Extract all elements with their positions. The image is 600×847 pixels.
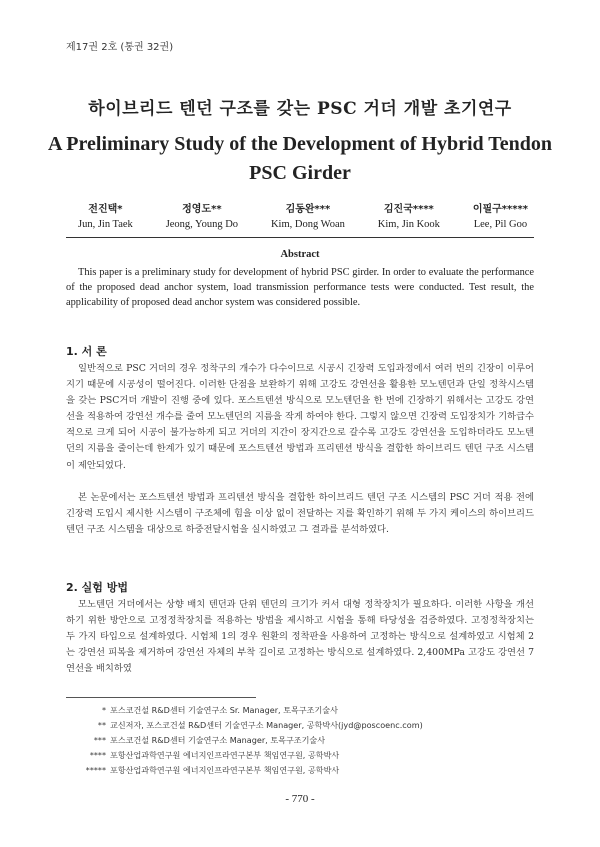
footnote: * 포스코건설 R&D센터 기술연구소 Sr. Manager, 토목구조기술사: [101, 705, 338, 715]
footnote-divider: [66, 697, 256, 698]
author-name-english: Jun, Jin Taek: [78, 219, 133, 230]
author-name-english: Kim, Dong Woan: [270, 219, 345, 230]
author: [78, 200, 133, 230]
footnote: ** 교신저자, 포스코건설 R&D센터 기술연구소 Manager, 공학박사(jyd@poscoenc.com): [97, 720, 423, 730]
author-name-korean: 정영도**: [182, 204, 222, 215]
title-english: A Preliminary Study of the Development of Hybrid Tendon PSC Girder: [47, 133, 553, 184]
header-divider: [66, 237, 534, 238]
section-2-paragraph-1: 모노텐던 거더에서는 상향 배치 텐던과 단위 텐던의 크기가 커서 대형 정착장치가 필요하다. 이러한 사항을 개선하기 위한 방안으로 고정정착장치를 적용하는 방법을 제시하고 시험을 통해 타당성을 검증하였다. 고정정착장치는 두 가지 타입으로 설계하였다. 시험체 1의 경우 원환의 정착판을 사용하여 고정하는 방식으로 설계하였고 시험체 2는 강연선 피복을 제거하여 강연선 자체의 부착 길이로 고정하는 방식으로 설계하였다. 2,400MPa 고강도 강연선 7연선을 배치하였: [66, 599, 534, 675]
author-name-english: Jeong, Young Do: [165, 219, 239, 230]
page-number: - 770 -: [285, 793, 315, 805]
section-1-heading: 1. 서 론: [66, 345, 107, 358]
section-1-paragraph-2: 본 논문에서는 포스트텐션 방법과 프리텐션 방식을 결합한 하이브리드 텐던 구조 시스템의 PSC 거더 적용 전에 긴장력 도입시 제시한 시스템이 구조체에 힘을 이상 없이 전달하는 지를 확인하기 위해 두 가지 케이스의 하이브리드 텐던 구조 시스템을 대상으로 하중전달시험을 실시하였고 그 결과를 분석하였다.: [66, 492, 534, 536]
author-name-english: Kim, Jin Kook: [377, 219, 440, 230]
author: [473, 200, 528, 230]
author-name-korean: 이필구*****: [472, 204, 528, 215]
footnote: **** 포항산업과학연구원 에너지인프라연구본부 책임연구원, 공학박사: [89, 750, 340, 760]
author-list: [78, 200, 528, 230]
journal-volume: 제17권 2호 (통권 32권): [66, 42, 174, 53]
author: [271, 200, 345, 230]
title-korean: 하이브리드 텐던 구조를 갖는 PSC 거더 개발 초기연구: [88, 99, 512, 119]
author: [378, 200, 440, 230]
footnote-list: [66, 703, 534, 778]
section-2-heading: 2. 실험 방법: [66, 581, 128, 594]
abstract-text: This paper is a preliminary study for development of hybrid PSC girder. In order to evaluate the performance of the proposed dead anchor system, load transmission performance tests were conducted. Test result, the applicability of proposed dead anchor system was considered possible.: [66, 267, 534, 309]
author-name-korean: 전진택*: [88, 204, 123, 215]
author-name-korean: 김진국****: [383, 204, 434, 215]
author-name-english: Lee, Pil Goo: [473, 219, 528, 230]
section-1-paragraph-1: 일반적으로 PSC 거더의 경우 정착구의 개수가 다수이므로 시공시 긴장력 도입과정에서 여러 번의 긴장이 이루어지기 때문에 시공성이 떨어진다. 이러한 단점을 보완하기 위해 고강도 강연선을 활용한 모노텐던과 단일 정착시스템을 갖는 PSC거더 개발이 진행 중에 있다. 포스트텐션 방식으로 모노텐던을 한 번에 긴장하기 위해서는 고강도 강연선을 적용하여 강연선 개수를 줄여 모노텐던의 지름을 작게 하여야 한다. 그렇지 않으면 긴장력 도입장치가 기하급수적으로 크게 되어 시공이 불가능하게 되고 거더의 지간이 장지간으로 갈수록 고강도 강연선을 도입하더라도 모노텐던의 지름을 줄이는데 한계가 있기 때문에 포스트텐션 방법과 프리텐션 방식을 결합한 하이브리드 텐던 구조 시스템이 제안되었다.: [66, 363, 534, 471]
author-name-korean: 김동완***: [285, 204, 331, 215]
footnote: *** 포스코건설 R&D센터 기술연구소 Manager, 토목구조기술사: [93, 735, 326, 745]
abstract-heading: Abstract: [280, 249, 320, 260]
author: [166, 200, 238, 230]
footnote: ***** 포항산업과학연구원 에너지인프라연구본부 책임연구원, 공학박사: [85, 765, 340, 775]
